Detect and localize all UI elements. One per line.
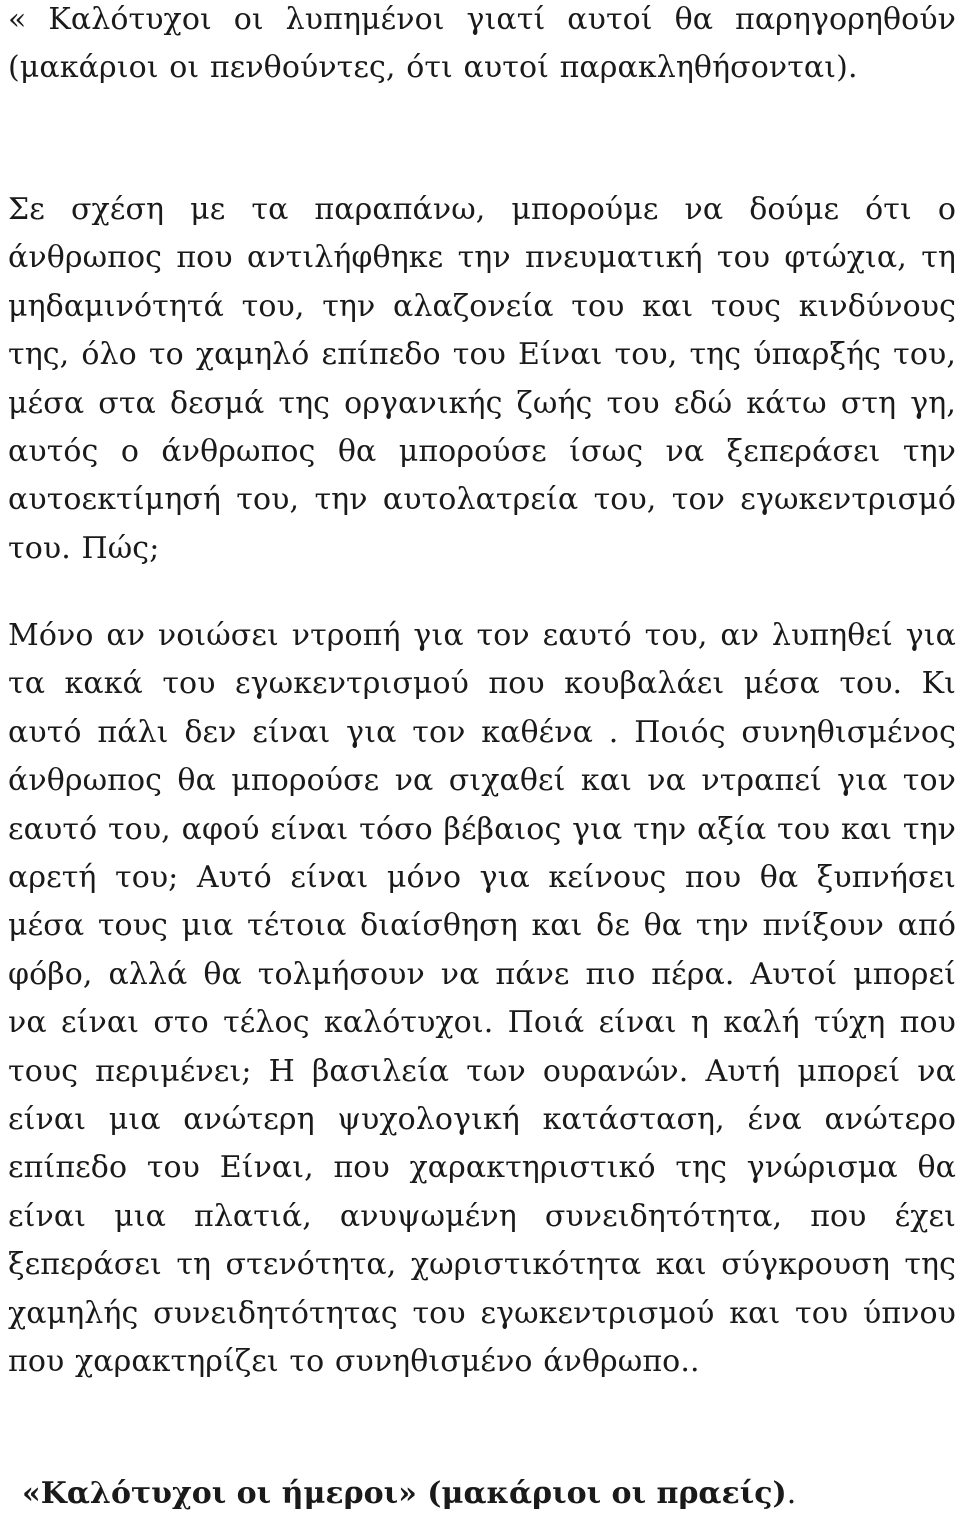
paragraph-shame-and-kingdom: Μόνο αν νοιώσει ντροπή για τον εαυτό του, αν λυπηθεί για τα κακά του εγωκεντρισμού που κουβαλάει μέσα του. Κι αυτό πάλι δεν είναι για τον καθένα . Ποιός συνηθισμένος άνθρωπος θα μπορούσε να σιχαθεί και να ντραπεί για τον εαυτό του, αφού είναι τόσο βέβαιος για την αξία του και την αρετή του; Αυτό είναι μόνο για κείνους που θα ξυπνήσει μέσα τους μια τέτοια διαίσθηση και δε θα την πνίξουν από φόβο, αλλά θα τολμήσουν να πάνε πιο πέρα. Αυτοί μπορεί να είναι στο τέλος καλότυχοι. Ποιά είναι η καλή τύχη που τους περιμένει; Η βασιλεία των ουρανών. Αυτή μπορεί να είναι μια ανώτερη ψυχολογική κατάσταση, ένα ανώτερο επίπεδο του Είναι, που χαρακτηριστικό της γνώρισμα θα είναι μια πλατιά, ανυψωμένη συνειδητότητα, που έχει ξεπεράσει τη στενότητα, χωριστικότητα και σύγκρουση της χαμηλής συνειδητότητας του εγωκεντρισμού και του ύπνου που χαρακτηρίζει το συνηθισμένο άνθρωπο.. (8, 618, 956, 1380)
closing-heading-line (22, 1472, 796, 1516)
closing-heading: «Καλότυχοι οι ήμεροι» (μακάριοι οι πραείς) (22, 1476, 787, 1511)
closing-period: . (786, 1476, 797, 1511)
paragraph-spiritual-poverty: Σε σχέση με τα παραπάνω, μπορούμε να δούμε ότι ο άνθρωπος που αντιλήφθηκε την πνευματική του φτώχια, τη μηδαμινότητά του, την αλαζονεία του και τους κινδύνους της, όλο το χαμηλό επίπεδο του Είναι του, της ύπαρξής του, μέσα στα δεσμά της οργανικής ζωής του εδώ κάτω στη γη, αυτός ο άνθρωπος θα μπορούσε ίσως να ξεπεράσει την αυτοεκτίμησή του, την αυτολατρεία του, τον εγωκεντρισμό του. Πώς; (8, 192, 956, 566)
paragraph-beatitude-quote: « Καλότυχοι οι λυπημένοι γιατί αυτοί θα παρηγορηθούν (μακάριοι οι πενθούντες, ότι αυτοί παρακληθήσονται). (8, 2, 956, 86)
